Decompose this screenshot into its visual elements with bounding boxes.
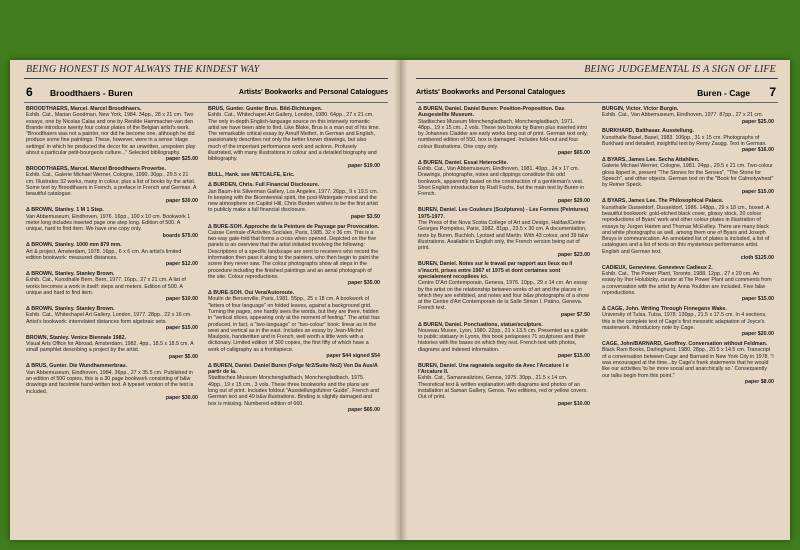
entry-price: paper $5.00 — [168, 353, 198, 360]
entry-description: Kunsthalle Basel, Basel, 1983. 106pp., 31 x 15 cm. Photographs of Burkhard and detailed, insightful text by Remy Zaugg. Text in German. — [602, 134, 767, 147]
entry-price: paper $10.00 — [557, 400, 590, 407]
catalogue-entry — [602, 106, 774, 125]
entry-title: Δ BYARS, James Lee. The Philosophical Palace. — [602, 198, 724, 205]
catalogue-entry — [208, 172, 380, 178]
entry-description: Jan Baum-Iris Silverman Gallery, Los Angeles, 1977. 26pp., 9 x 19.5 cm. In keeping with the Bicentennial spirit, the post-Watergate mood and the new atmosphere on Capitol Hill, Chris Burden wishes to be the first artist to publicly make a full financial disclosure. — [208, 188, 379, 214]
entry-description: Exhib. Cat., Galerie Michael Werner, Cologne, 1990. 30pp., 29.5 x 21 cm. Illustrates 32 works, many in colour, plus a list of books by the artist. Some text by Broodthaers in French, a preface in French and German. A beautiful catalogue. — [26, 172, 197, 198]
page-number: 6 — [26, 85, 33, 99]
catalogue-entry — [418, 106, 590, 156]
entry-price: paper $44 signed $54 — [326, 352, 380, 359]
header-section: Artists' Bookworks and Personal Catalogues — [416, 89, 566, 96]
entry-title: BURGIN, Victor. Victor Burgin. — [602, 106, 679, 112]
entry-title: Δ BUREN, Daniel. Essai Heteroclite. — [418, 159, 509, 166]
entry-price: paper $7.50 — [560, 311, 590, 318]
entry-description: Galerie Michael Werner, Cologne, 1981. 24pp., 29.5 x 21 cm. Two-colour gloss lipped in, present "The Stones for the Senses", "The Stone for Speech", and other objects. German text on the "Book for Calmotywhest" by Reiner Speck. — [602, 163, 774, 189]
entry-title: BROODTHAERS, Marcel. Marcel Broodthaers. — [26, 106, 142, 112]
catalogue-entry — [26, 306, 198, 331]
catalogue-entry — [26, 335, 198, 360]
entry-price: paper $3.50 — [350, 213, 380, 220]
entry-description: Nouveau Musee, Lyon, 1980. 22pp., 21 x 13.5 cm. Presented as a guide to public statuary in Lyons, this book juxtaposes 71 sculptures and their histories with the bases on which they rest. French text with photos, diagrams and indexed information. — [418, 327, 589, 353]
entry-description: Exhib. Cat., Samanealizioni, Genoa, 1975. 30pp., 21.5 x 14 cm. Theoretical text & written explanation with diagrams and photos of an installation at Saman Gallery, Genoa. Two editions, red or yellow covers. Out of print. — [418, 375, 588, 401]
catalogue-entry — [208, 224, 380, 287]
entry-title: Δ CAGE, John. Writing Through Finnegans Wake. — [602, 306, 727, 313]
catalogue-entry — [602, 198, 774, 261]
entry-description: Exhib. Cat., The Power Plant, Toronto, 1988. 12pp., 27 x 20 cm. An essay by Ihor Holubizky, curator at The Power Plant and comments from a conversation with the artist by Anna Youldon are included. Five b&w reproductions. — [602, 271, 772, 297]
catalogue-entry — [418, 160, 590, 204]
entry-description: Exhib. Cat., Kunsthalle Bern, Bern, 1977. 16pp., 27 x 21 cm. A list of works becomes a work in itself: steps and meters. Edition of 500. A unique and hard to find item. — [26, 277, 186, 297]
right-column-2 — [602, 106, 774, 389]
catalogue-entry — [602, 128, 774, 153]
entry-title: BUREN, Daniel. Notes sur le travail par rapport aux lieux ou il s'inscrit, prises entre 1967 et 1975 et dont certaines sont specialement recopilees ici. — [418, 261, 573, 280]
entry-title: Δ BYARS, James Lee. Secha Attahilen. — [602, 157, 700, 164]
header-underline — [416, 102, 778, 103]
entry-title: Δ BRUS, Gunter. Die Wundhammerbrau. — [26, 363, 128, 370]
entry-description: Van Abbemuseum, Eindhoven, 1976. 16pp., 100 x 10 cm. Bookwork 1 meter long includes inserted page one step long. Edition of 500. A unique, hard to find item. We have one copy only. — [26, 213, 191, 233]
entry-title: Δ BROWN, Stanley. Stanley Brown. — [26, 271, 115, 278]
entry-description: Kunsthalle Dusseldorf, Dusseldorf, 1986. 148pp., 29 x 18 cm., boxed. A beautiful bookwork: gold-etched black cover, glossy stock, 20 colour reproductions of Byars' work and other colour plates in illustration of essays by Jurgen Harten and Thomas McEvilley. There are many black and white photographs as well, among them one of Byars and Joseph Beuys in communication. An annotated list of plates is included, a list of catalogues and a list of texts on this mysterious performance artist. English and German text. — [602, 204, 770, 255]
entry-title: Δ BURE-SOH. Approche de la Peinture de Paysage par Provocation. — [208, 223, 380, 230]
entry-price: paper $65.00 — [347, 406, 380, 413]
entry-title: CADIEUX, Genevieve. Genevieve Cadieux 2. — [602, 264, 713, 271]
entry-description: Centre D'Art Contemporain, Geneva, 1976. 10pp., 29 x 14 cm. An essay by the artist on the relationship between works of art and the places in which they are exhibited, and notes and four b&w photographs of a show at the Centre d'Art Contemporain de la Salle Simon I. Patino, Geneva. French text. — [418, 280, 589, 312]
entry-price: paper $23.00 — [557, 251, 590, 258]
catalogue-entry — [208, 363, 380, 413]
entry-title: BRUS, Gunter. Gunter Brus. Bild-Dichtungen. — [208, 106, 323, 112]
entry-description: Van Abbemuseum, Eindhoven, 1984. 36pp., 27 x 35.5 cm. Published in an edition of 500 copies, this is a 30 page bookwork consisting of b&w drawings and facsimile hand-written text. A typeset version of the text is included. — [26, 369, 194, 395]
catalogue-entry — [26, 271, 198, 302]
left-column-1 — [26, 106, 198, 405]
entry-title: Δ BUREN, Daniel. Daniel Buren: Position-Proposition. Das Ausgestellte Museum. — [418, 106, 565, 119]
left-column-2 — [208, 106, 380, 417]
catalogue-entry — [26, 106, 198, 163]
entry-price: paper $25.00 — [741, 118, 774, 125]
entry-title: BROODTHAERS, Marcel. Marcel Broodthaers Proverbe. — [26, 166, 166, 173]
entry-price: paper $15.00 — [165, 325, 198, 331]
entry-title: CAGE, John/BARNARD, Geoffrey. Conversation without Feldman. — [602, 341, 768, 348]
entry-title: BULL, Hank. see METCALFE, Eric. — [208, 172, 295, 179]
catalogue-entry — [602, 306, 774, 337]
header-names: Buren - Cage — [697, 88, 750, 98]
entry-description: Exhib. Cat., Whitechapel Art Gallery, London, 1977. 28pp., 22 x 16 cm. Artist's bookwork: interrelated distances form algebraic sets. — [26, 312, 192, 325]
page-number: 7 — [769, 85, 776, 99]
entry-price: paper $16.00 — [741, 147, 774, 154]
entry-description: Exhib. Cat., Van Abbemuseum, Eindhoven, 1981. 40pp., 24 x 17 cm. Drawings, photographs, notes and clippings constitute this odd bookwork, apparently based on the construction of a gentleman's vest. Short English introduction by Rudi Fuchs, but the main text by Buren in French. — [418, 166, 585, 198]
entry-title: Δ BROWN, Stanley. 1 M 1 Step. — [26, 207, 104, 214]
entry-description: Stadtisches Museum Monchengladbach, Monchengladbach, 1975. 49pp., 19 x 15 cm., 3 vols. These three bookworks and the plans are long out of print. Includes foldout "Ausstellungsfuhrer Guide". French and German text and 49 b&w illustrations. Binding is slightly damaged and box is missing. Numbered edition of 660. — [208, 375, 380, 407]
entry-title: Δ BROWN, Stanley. 1000 mm 879 mm. — [26, 242, 122, 249]
catalogue-entry — [26, 363, 198, 401]
entry-description: Caisse Centrale d'Activites Sociales, Paris, 1985. 32 x 36 cm. This is a two-way gate-fold that forms a cross when opened. Depicted on the five panels is an overview that the artist initiated involving the following: Descriptions of a specific landscape are sent to receivers who record the information then pass it along to the painters, who then begin to paint the scene they never saw. The colour photographs show all steps in the procedure including the finished paintings and an aerial photograph of the site. Colour reproductions. — [208, 229, 379, 280]
right-page-motto: BEING JUDGEMENTAL IS A SIGN OF LIFE — [584, 64, 776, 75]
entry-title: Δ BUREN, Daniel. Ponctuations, statue/sculpture. — [418, 321, 543, 328]
left-page — [10, 60, 396, 540]
header-section: Artists' Bookworks and Personal Catalogues — [238, 89, 388, 96]
entry-description: Art & project, Amsterdam, 1978. 16pp., 6 x 6 cm. An artist's limited edition bookwork: measured distances. — [26, 248, 182, 262]
header-names: Broodthaers - Buren — [50, 88, 133, 98]
entry-price: paper $35.00 — [347, 280, 380, 287]
catalogue-entry — [26, 242, 198, 267]
right-column-1 — [418, 106, 590, 410]
left-page-header — [26, 84, 388, 100]
entry-title: Δ BROWN, Stanley. Stanley Brown. — [26, 306, 115, 313]
catalogue-entry — [418, 261, 590, 318]
entry-description: Stadtisches Museum Monchengladbach, Monchengladbach, 1971. 48pp., 19 x 15 cm., 2 vols. These two books by Buren plus inserted intro by Johannes Cladder are early works long out of print. German text only, numbered edition of 550, box is damaged. Includes fold-out and four colour illustrations. One copy only. — [418, 118, 588, 150]
entry-price: cloth $125.00 — [740, 255, 774, 262]
left-page-motto: BEING HONEST IS NOT ALWAYS THE KINDEST WAY — [26, 64, 260, 75]
entry-price: paper $10.00 — [165, 296, 198, 303]
catalogue-entry — [418, 363, 590, 407]
entry-price: paper $65.00 — [557, 150, 590, 157]
entry-description: Moulin de Bercenville, Paris, 1981. 55pp., 25 x 18 cm. A bookwork of "letters of four language" on folded leaves, against a background grid. Turning the pages, one hardly sees the words, but they are there, hidden in "vertical slices, appearing only at the moment of feeling." The artist has produced, in fact, a "two-language" or "two-colour" book: linear as in the west and vertical as in the east. Includes an essay by Jean-Michel Maulpoix, handwritten and in French, well worth a little work with a dictionary. Limited edition of 300 copies, the first fifty of which have a work of calligraphy as a frontispiece. — [208, 296, 380, 353]
entry-price: paper $25.00 — [165, 156, 198, 163]
entry-description: Exhib. Cat., Marian Goodman, New York, 1984. 34pp., 28 x 21 cm. Two essays, one by Nicolas Calas and one by Renilde Hammacher-van den Brande introduce twenty four colour plates of the Belgian artist's work. "Broodthaers was not a painter, nor did he become one, although he did produce some fine paintings. These, however, were in a sense 'stage settings' in which he produced the decor for an unwritten, unspoken play about a particular petit-bourgeois culture..." Selected bibliography. — [26, 112, 196, 157]
entry-title: BUREN, Daniel. Les Couleurs (Sculptures) - Les Formes (Peintures) 1975-1977. — [418, 207, 589, 220]
header-rule — [416, 78, 778, 79]
entry-description: Exhib. Cat., Whitechapel Art Gallery, London, 1980. 64pp., 27 x 21 cm. The only in-depth English-language source on this intensely romantic artist we have been able to find. Like Blake, Brus is a man out of his time. The remarkable critical essay by Arnulf Meifert, in German and English, passionately describes not only the better known drawings, but also much of the important performance work and actions. Profusely illustrated, with many illustrations in colour and a detailed biography and bibliography. — [208, 112, 380, 163]
header-rule — [24, 78, 388, 79]
catalogue-entry — [208, 182, 380, 220]
catalogue-entry — [208, 290, 380, 359]
entry-description: University of Tulsa, Tulsa, 1978. 130pp., 21.5 x 17.5 cm. In 4 sections, this is the complete text of Cage's first mesostic adaptation of Joyce's masterwork. Introductory note by Cage. — [602, 312, 767, 331]
entry-title: BROWN, Stanley. Venice Biennale 1982. — [26, 334, 126, 341]
catalogue-entry — [602, 265, 774, 303]
catalogue-entry — [602, 341, 774, 385]
catalogue-entry — [602, 157, 774, 195]
entry-title: BURKHARD, Balthasar. Ausstellung. — [602, 128, 694, 135]
right-page-header — [416, 84, 776, 100]
entry-title: Δ BUREN, Daniel. Daniel Buren (Folge Nr2/Suite No2) Von Da Aus/A partir de la. — [208, 362, 378, 376]
catalogue-entry — [418, 207, 590, 257]
entry-title: BUREN, Daniel. Una ragnatela seguito da Avec l'Arcature l e l'Arcature II. — [418, 362, 569, 376]
right-page — [406, 60, 790, 540]
entry-price: paper $30.00 — [165, 197, 198, 204]
entry-description: Black Ram Books, Darlinghurst, 1980. 28pp., 20.5 x 14.5 cm. Transcript of a conversation between Cage and Barnard in New York City in 1978. "I was encouraged at the time...by Cage's frank statements that he would like our activities 'to be more social and anarchically so.' Consequently our talks begin from this point." — [602, 347, 774, 379]
entry-price: paper $15.00 — [741, 296, 774, 303]
book-spread — [10, 60, 790, 540]
catalogue-entry — [26, 207, 198, 238]
entry-title: Δ BURDEN, Chris. Full Financial Disclosure. — [208, 182, 320, 189]
catalogue-entry — [418, 322, 590, 360]
entry-description: Visual Arts Office for Abroad, Amsterdam, 1982. 4pp., 18.5 x 18.5 cm. A small pamphlet describing a project by the artist. — [26, 341, 194, 354]
catalogue-entry — [26, 166, 198, 204]
entry-price: paper $8.00 — [744, 378, 774, 385]
entry-price: paper $30.00 — [165, 394, 198, 401]
catalogue-entry — [208, 106, 380, 169]
entry-price: paper $29.00 — [557, 197, 590, 204]
entry-price: paper $15.00 — [557, 352, 590, 359]
entry-price: paper $20.00 — [741, 331, 774, 338]
entry-price: boards $75.00 — [162, 232, 198, 239]
header-underline — [24, 102, 388, 103]
entry-price: paper $12.00 — [165, 261, 198, 268]
entry-description: The Press of the Nova Scotia College of Art and Design, Halifax/Centre Georges Pompidou, Paris, 1982. 81pp., 23.5 x 30 cm. A documentation, texts by Buren, Buchloh, Lyotard and Martin. With 43 colour, and 39 b&w illustrations. Available in English only, the French version being out of print. — [418, 220, 589, 252]
entry-price: paper $15.00 — [741, 188, 774, 195]
entry-title: Δ BURE-SOH. Oui Vera/Autoroute. — [208, 290, 295, 297]
entry-price: paper $19.00 — [347, 162, 380, 169]
entry-description: Exhib. Cat., Van Abbemuseum, Eindhoven, 1977. 87pp., 27 x 21 cm. — [602, 112, 763, 119]
